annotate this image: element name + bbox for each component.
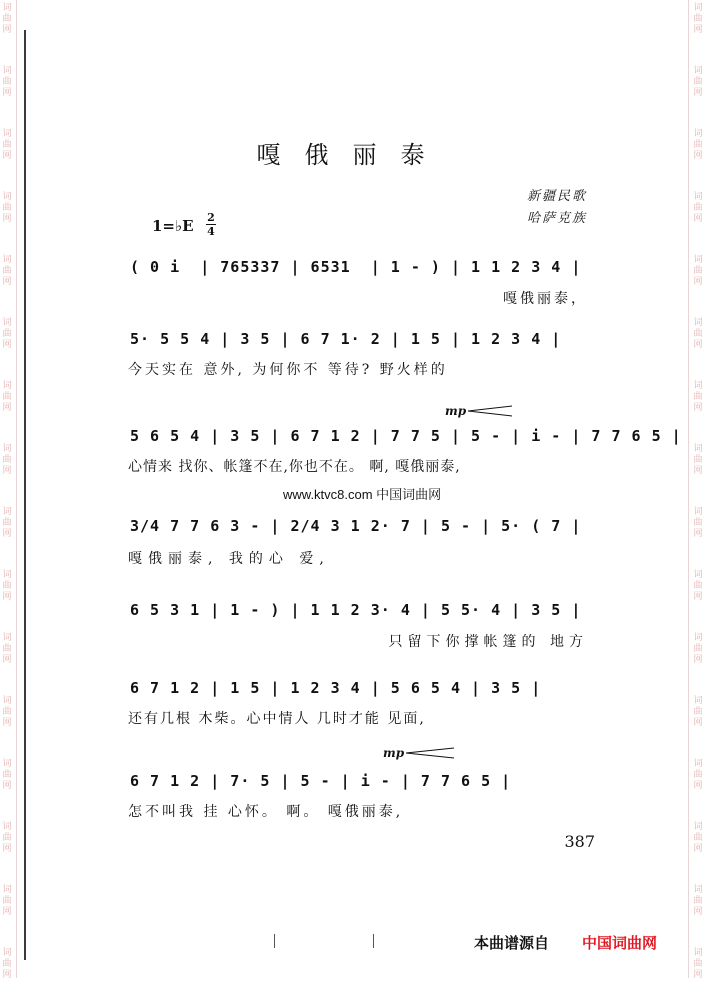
margin-watermark-group: 词 曲 网 <box>693 129 703 161</box>
margin-watermark-group: 词 曲 网 <box>693 633 703 665</box>
margin-watermark-group: 词 曲 网 <box>2 255 12 287</box>
footer-source-label: 本曲谱源自 <box>474 935 550 952</box>
crescendo-hairpin-1 <box>466 404 514 418</box>
song-title: 嘎俄丽泰 <box>256 141 449 169</box>
system-1-lyrics: 嘎俄丽泰， <box>503 291 588 307</box>
margin-watermark-group: 词 曲 网 <box>693 885 703 917</box>
system-4-notes: 3/4 7 7 6 3 - | 2/4 3 1 2· 7 | 5 - | 5· ( 7 | <box>130 517 582 535</box>
dynamic-mp-1: mp <box>445 404 467 418</box>
margin-watermark-group: 词 曲 网 <box>693 570 703 602</box>
system-7-notes: 6 7 1 2 | 7· 5 | 5 - | i - | 7 7 6 5 | <box>130 772 512 790</box>
margin-watermark-group: 词 曲 网 <box>693 759 703 791</box>
system-1-notes: ( 0 i | 765337 | 6531 | 1 - ) | 1 1 2 3 4 | <box>130 258 582 276</box>
margin-watermark-group: 词 曲 网 <box>2 759 12 791</box>
margin-watermark-group: 词 曲 网 <box>2 318 12 350</box>
margin-watermark-group: 词 曲 网 <box>2 948 12 980</box>
system-6-lyrics: 还有几根 木柴。心中情人 几时才能 见面, <box>128 711 426 727</box>
page-number: 387 <box>564 832 595 851</box>
margin-watermark-group: 词 曲 网 <box>2 192 12 224</box>
margin-watermark-group: 词 曲 网 <box>693 822 703 854</box>
margin-watermark-group: 词 曲 网 <box>693 381 703 413</box>
system-4-lyrics: 嘎俄丽泰, 我的心 爱, <box>128 551 330 567</box>
margin-watermark-group: 词 曲 网 <box>693 3 703 35</box>
system-3-lyrics: 心情来 找你、帐篷不在,你也不在。 啊, 嘎俄丽泰, <box>128 459 461 475</box>
margin-watermark-group: 词 曲 网 <box>2 3 12 35</box>
margin-watermark-group: 词 曲 网 <box>2 570 12 602</box>
margin-watermark-group: 词 曲 网 <box>693 507 703 539</box>
dynamic-mp-2: mp <box>383 746 405 760</box>
system-7-lyrics: 怎不叫我 挂 心怀。 啊。 嘎俄丽泰, <box>128 804 404 820</box>
margin-watermark-group: 词 曲 网 <box>2 444 12 476</box>
crescendo-hairpin-2 <box>404 746 456 760</box>
margin-watermark-group: 词 曲 网 <box>693 696 703 728</box>
site-watermark: www.ktvc8.com 中国词曲网 <box>283 487 442 502</box>
system-2-lyrics: 今天实在 意外, 为何你不 等待? 野火样的 <box>128 362 448 378</box>
time-signature <box>206 212 216 237</box>
margin-watermark-group: 词 曲 网 <box>2 66 12 98</box>
margin-watermark-group: 词 曲 网 <box>2 696 12 728</box>
margin-watermark-group: 词 曲 网 <box>2 633 12 665</box>
margin-watermark-group: 词 曲 网 <box>693 948 703 980</box>
system-2-notes: 5· 5 5 4 | 3 5 | 6 7 1· 2 | 1 5 | 1 2 3 4 | <box>130 330 562 348</box>
footer-brand: 中国词曲网 <box>582 935 658 952</box>
margin-watermark-group: 词 曲 网 <box>693 66 703 98</box>
margin-watermark-group: 词 曲 网 <box>2 381 12 413</box>
system-5-notes: 6 5 3 1 | 1 - ) | 1 1 2 3· 4 | 5 5· 4 | 3 5 | <box>130 601 582 619</box>
key-signature: 1=♭E <box>152 217 194 235</box>
footer-tick-left <box>274 934 275 948</box>
margin-watermark-group: 词 曲 网 <box>693 192 703 224</box>
margin-watermark-group: 词 曲 网 <box>2 507 12 539</box>
margin-watermark-group: 词 曲 网 <box>693 318 703 350</box>
margin-watermark-group: 词 曲 网 <box>2 129 12 161</box>
system-3-notes: 5 6 5 4 | 3 5 | 6 7 1 2 | 7 7 5 | 5 - | i - | 7 7 6 5 | <box>130 427 682 445</box>
footer-tick-right <box>373 934 374 948</box>
time-signature-top: 2 <box>207 211 215 224</box>
margin-watermark-group: 词 曲 网 <box>2 885 12 917</box>
margin-watermark-group: 词 曲 网 <box>2 822 12 854</box>
margin-watermark-group: 词 曲 网 <box>693 255 703 287</box>
credit-origin: 新疆民歌 <box>526 189 587 204</box>
time-signature-bottom: 4 <box>207 225 215 238</box>
system-6-notes: 6 7 1 2 | 1 5 | 1 2 3 4 | 5 6 5 4 | 3 5 | <box>130 679 542 697</box>
margin-watermark-group: 词 曲 网 <box>693 444 703 476</box>
credit-ethnicity: 哈萨克族 <box>526 211 587 226</box>
system-5-lyrics: 只留下你撑帐篷的 地方 <box>388 634 588 650</box>
